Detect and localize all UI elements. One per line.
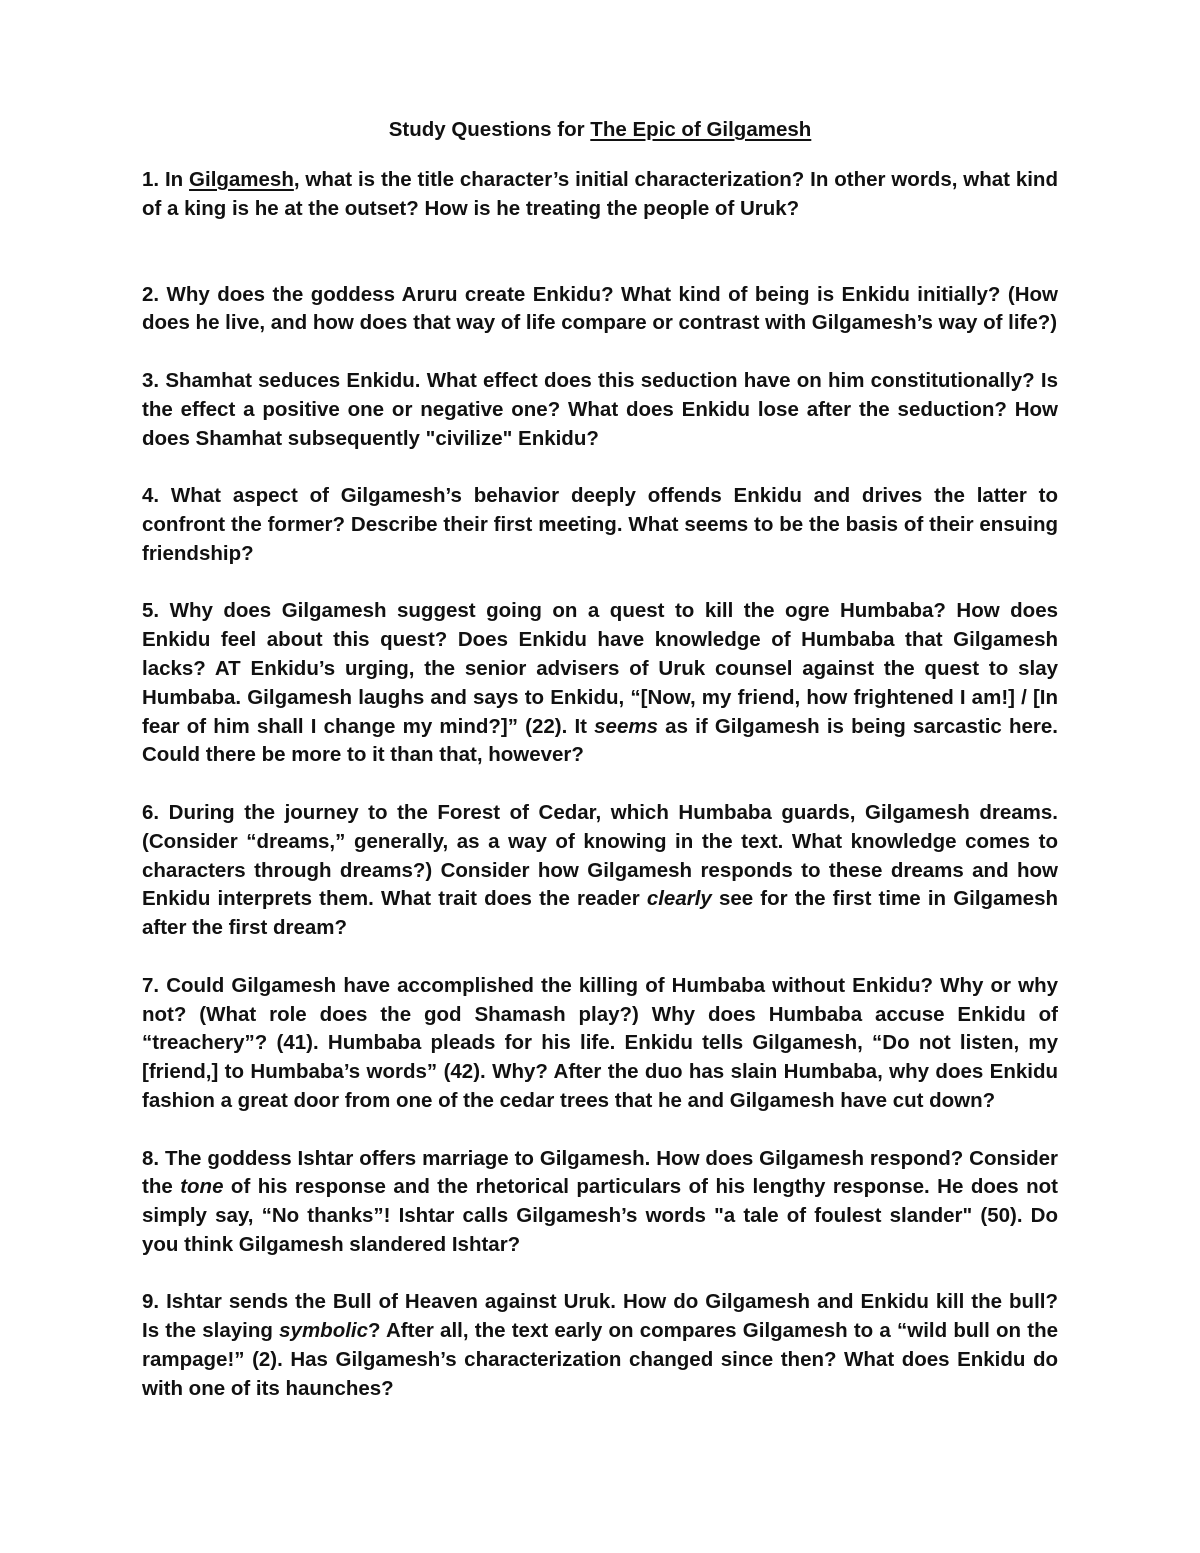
- question-8: 8. The goddess Ishtar offers marriage to Gilgamesh. How does Gilgamesh respond? Consider the tone of his response and the rhetorical particulars of his lengthy response. He does not simply say, “No thanks”! Ishtar calls Gilgamesh’s words "a tale of foulest slander" (50). Do you think Gilgamesh slandered Ishtar?: [142, 1146, 1058, 1256]
- document-page: [142, 112, 1058, 1404]
- title-work: The Epic of Gilgamesh: [590, 118, 812, 141]
- question-4: 4. What aspect of Gilgamesh’s behavior deeply offends Enkidu and drives the latter to confront the former? Describe their first meeting. What seems to be the basis of their ensuing friendship?: [142, 484, 1058, 565]
- question-6: 6. During the journey to the Forest of Cedar, which Humbaba guards, Gilgamesh dreams. (Consider “dreams,” generally, as a way of knowing in the text. What knowledge comes to characters through dreams?) Consider how Gilgamesh responds to these dreams and how Enkidu interprets them. What trait does the reader clearly see for the first time in Gilgamesh after the first dream?: [142, 800, 1059, 940]
- title-prefix: Study Questions for: [388, 118, 591, 141]
- question-1: 1. In Gilgamesh, what is the title character’s initial characterization? In other words, what kind of a king is he at the outset? How is he treating the people of Uruk?: [142, 168, 1058, 220]
- question-3: 3. Shamhat seduces Enkidu. What effect does this seduction have on him constitutionally? Is the effect a positive one or negative one? What does Enkidu lose after the seduction? How does Shamhat subsequently "civilize" Enkidu?: [142, 368, 1058, 450]
- document-title: [142, 112, 1058, 148]
- question-2: 2. Why does the goddess Aruru create Enkidu? What kind of being is Enkidu initially? (How does he live, and how does that way of life compare or contrast with Gilgamesh’s way of life?): [142, 282, 1058, 335]
- question-9: 9. Ishtar sends the Bull of Heaven against Uruk. How do Gilgamesh and Enkidu kill the bull? Is the slaying symbolic? After all, the text early on compares Gilgamesh to a “wild bull on the rampage!” (2). Has Gilgamesh’s characterization changed since then? What does Enkidu do with one of its haunches?: [142, 1290, 1058, 1400]
- question-7: 7. Could Gilgamesh have accomplished the killing of Humbaba without Enkidu? Why or why not? (What role does the god Shamash play?) Why does Humbaba accuse Enkidu of “treachery”? (41). Humbaba pleads for his life. Enkidu tells Gilgamesh, “Do not listen, my [friend,] to Humbaba’s words” (42). Why? After the duo has slain Humbaba, why does Enkidu fashion a great door from one of the cedar trees that he and Gilgamesh have cut down?: [142, 973, 1058, 1112]
- question-5: 5. Why does Gilgamesh suggest going on a quest to kill the ogre Humbaba? How does Enkidu feel about this quest? Does Enkidu have knowledge of Humbaba that Gilgamesh lacks? AT Enkidu’s urging, the senior advisers of Uruk counsel against the quest to slay Humbaba. Gilgamesh laughs and says to Enkidu, “[Now, my friend, how frightened I am!] / [In fear of him shall I change my mind?]” (22). It seems as if Gilgamesh is being sarcastic here. Could there be more to it than that, however?: [142, 599, 1058, 767]
